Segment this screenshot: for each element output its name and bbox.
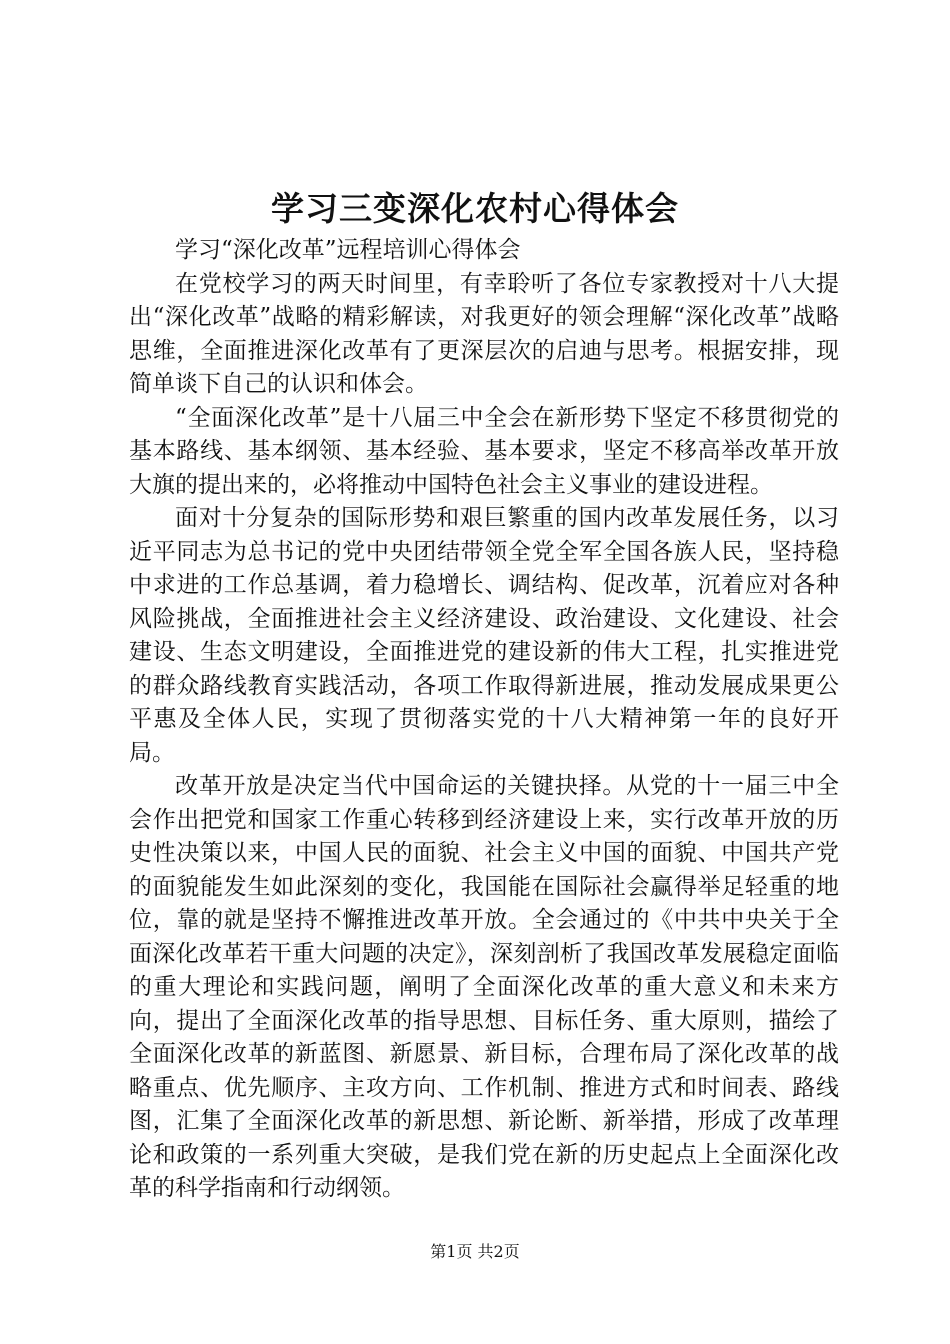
document-title: 学习三变深化农村心得体会 (271, 189, 679, 228)
subtitle-line: 学习“深化改革”远程培训心得体会 (175, 237, 521, 263)
paragraph: “全面深化改革”是十八届三中全会在新形势下坚定不移贯彻党的基本路线、基本纲领、基本经验、基本要求，坚定不移高举改革开放大旗的提出来的，必将推动中国特色社会主义事业的建设进程。 (129, 404, 839, 498)
paragraph: 在党校学习的两天时间里，有幸聆听了各位专家教授对十八大提出“深化改革”战略的精彩解读，对我更好的领会理解“深化改革”战略思维，全面推进深化改革有了更深层次的启迪与思考。根据安排，现简单谈下自己的认识和体会。 (129, 270, 839, 397)
paragraph: 改革开放是决定当代中国命运的关键抉择。从党的十一届三中全会作出把党和国家工作重心转移到经济建设上来，实行改革开放的历史性决策以来，中国人民的面貌、社会主义中国的面貌、中国共产党的面貌能发生如此深刻的变化，我国能在国际社会赢得举足轻重的地位，靠的就是坚持不懈推进改革开放。全会通过的《中共中央关于全面深化改革若干重大问题的决定》，深刻剖析了我国改革发展稳定面临的重大理论和实践问题，阐明了全面深化改革的重大意义和未来方向，提出了全面深化改革的指导思想、目标任务、重大原则，描绘了全面深化改革的新蓝图、新愿景、新目标，合理布局了深化改革的战略重点、优先顺序、主攻方向、工作机制、推进方式和时间表、路线图，汇集了全面深化改革的新思想、新论断、新举措，形成了改革理论和政策的一系列重大突破，是我们党在新的历史起点上全面深化改革的科学指南和行动纲领。 (129, 773, 839, 1201)
paragraph: 面对十分复杂的国际形势和艰巨繁重的国内改革发展任务，以习近平同志为总书记的党中央团结带领全党全军全国各族人民，坚持稳中求进的工作总基调，着力稳增长、调结构、促改革，沉着应对各种风险挑战，全面推进社会主义经济建设、政治建设、文化建设、社会建设、生态文明建设，全面推进党的建设新的伟大工程，扎实推进党的群众路线教育实践活动，各项工作取得新进展，推动发展成果更公平惠及全体人民，实现了贯彻落实党的十八大精神第一年的良好开局。 (129, 505, 839, 766)
document-body (129, 234, 839, 1206)
page-number-footer: 第1页 共2页 (430, 1242, 520, 1261)
